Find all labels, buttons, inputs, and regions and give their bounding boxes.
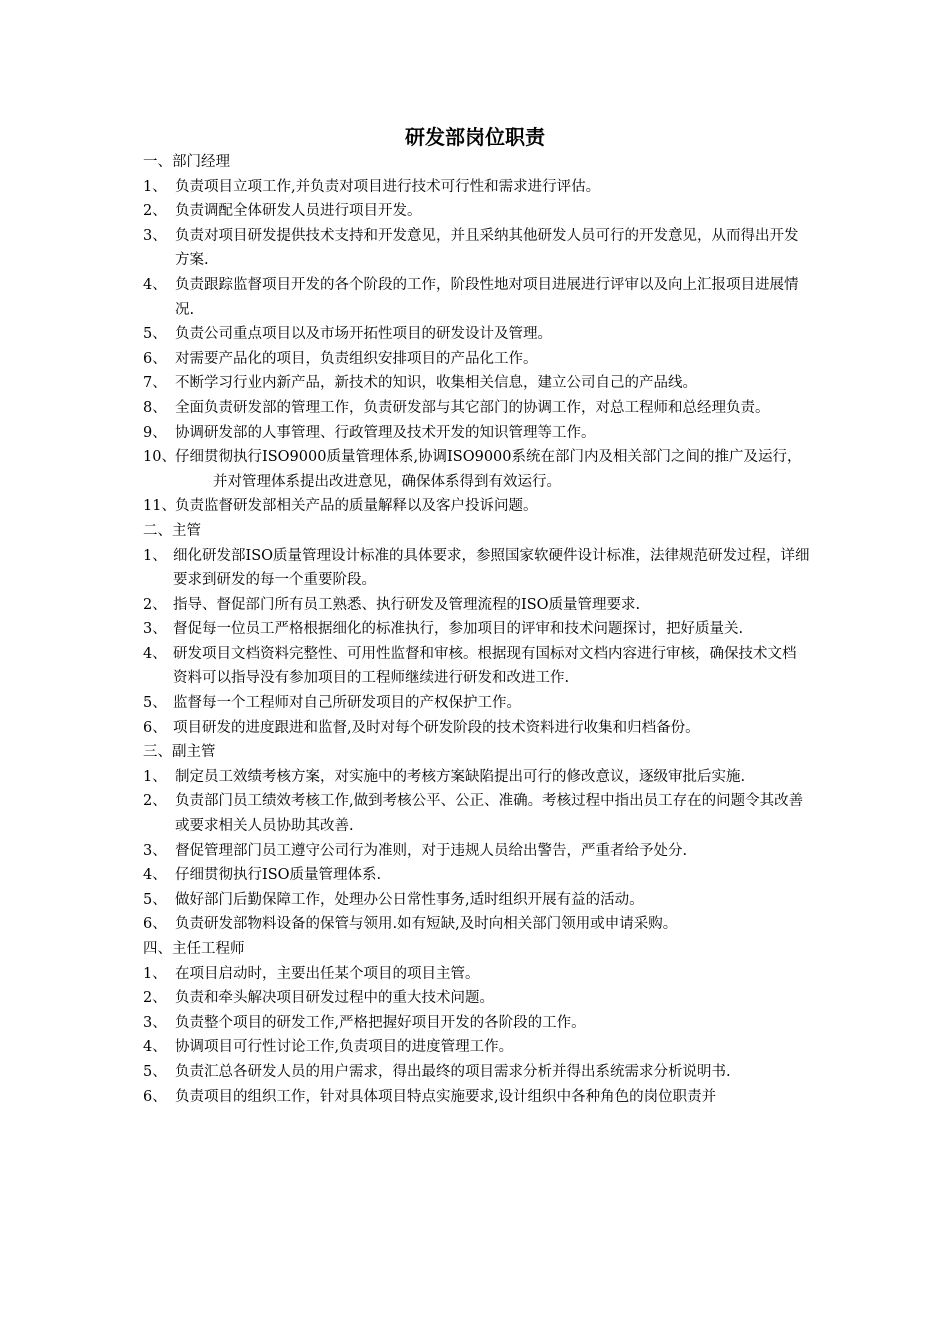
item-number: 5、 [143, 1063, 167, 1080]
section-heading: 四、主任工程师 [143, 941, 245, 957]
item-number: 6、 [143, 350, 167, 367]
item-number: 5、 [143, 695, 167, 712]
item-text: 负责调配全体研发人员进行项目开发。 [175, 203, 422, 220]
item-text: 负责和牵头解决项目研发过程中的重大技术问题。 [175, 990, 494, 1007]
item-text: 研发项目文档资料完整性、可用性监督和审核。根据现有国标对文档内容进行审核，确保技术文档资料可以指导没有参加项目的工程师继续进行研发和改进工作. [173, 645, 797, 687]
item-text: 负责部门员工绩效考核工作,做到考核公平、公正、准确。考核过程中指出员工存在的问题令其改善或要求相关人员协助其改善. [175, 793, 804, 835]
list-item [143, 912, 810, 937]
list-item [143, 888, 810, 913]
item-text: 负责对项目研发提供技术支持和开发意见，并且采纳其他研发人员可行的开发意见，从而得出开发方案. [175, 227, 799, 269]
item-text: 负责公司重点项目以及市场开拓性项目的研发设计及管理。 [175, 326, 552, 343]
item-number: 8、 [143, 399, 167, 416]
list-item [143, 421, 810, 446]
list-item [143, 322, 810, 347]
list-item [143, 347, 810, 372]
item-text: 负责项目的组织工作，针对具体项目特点实施要求,设计组织中各种角色的岗位职责并 [175, 1088, 717, 1105]
item-text: 制定员工效绩考核方案，对实施中的考核方案缺陷提出可行的修改意议，逐级审批后实施. [175, 768, 746, 785]
item-number: 4、 [143, 276, 167, 293]
list-item [143, 863, 810, 888]
list-item [143, 642, 810, 691]
list-item [143, 839, 810, 864]
list-item [143, 765, 810, 790]
item-number: 4、 [143, 645, 167, 662]
list-item [143, 716, 810, 741]
item-text: 项目研发的进度跟进和监督,及时对每个研发阶段的技术资料进行收集和归档备份。 [173, 719, 700, 736]
item-text: 指导、督促部门所有员工熟悉、执行研发及管理流程的ISO质量管理要求. [173, 596, 641, 613]
list-item [143, 962, 810, 987]
list-item [143, 617, 810, 642]
item-text: 负责研发部物料设备的保管与领用.如有短缺,及时向相关部门领用或申请采购。 [175, 916, 678, 933]
item-number: 2、 [143, 990, 167, 1007]
item-number: 2、 [143, 596, 167, 613]
item-number: 5、 [143, 891, 167, 908]
list-item [143, 789, 810, 838]
item-text: 负责汇总各研发人员的用户需求，得出最终的项目需求分析并得出系统需求分析说明书. [175, 1063, 731, 1080]
list-item [143, 199, 810, 224]
list-item [143, 224, 810, 273]
section-heading: 二、主管 [143, 522, 201, 539]
item-number: 11、 [143, 498, 176, 515]
item-number: 6、 [143, 1088, 167, 1105]
item-text: 监督每一个工程师对自己所研发项目的产权保护工作。 [173, 695, 521, 712]
section-heading: 一、部门经理 [143, 154, 230, 170]
item-text: 全面负责研发部的管理工作，负责研发部与其它部门的协调工作，对总工程师和总经理负责。 [175, 399, 770, 416]
list-item [143, 1011, 810, 1036]
item-number: 4、 [143, 1039, 167, 1056]
item-text: 细化研发部ISO质量管理设计标准的具体要求，参照国家软硬件设计标准，法律规范研发过程，详细要求到研发的每一个重要阶段。 [173, 547, 810, 589]
item-number: 2、 [143, 793, 167, 810]
item-number: 6、 [143, 916, 167, 933]
item-text: 督促每一位员工严格根据细化的标准执行，参加项目的评审和技术问题探讨，把好质量关. [173, 621, 744, 638]
list-item [143, 371, 810, 396]
list-item [143, 1060, 810, 1085]
item-text: 对需要产品化的项目，负责组织安排项目的产品化工作。 [175, 350, 538, 367]
item-number: 2、 [143, 203, 167, 220]
item-number: 3、 [143, 621, 167, 638]
item-text: 做好部门后勤保障工作，处理办公日常性事务,适时组织开展有益的活动。 [175, 891, 644, 908]
item-number: 3、 [143, 1014, 167, 1031]
item-number: 10、 [143, 449, 176, 466]
item-text: 协调研发部的人事管理、行政管理及技术开发的知识管理等工作。 [175, 424, 596, 441]
item-number: 3、 [143, 227, 167, 244]
item-text: 在项目启动时，主要出任某个项目的项目主管。 [175, 965, 480, 982]
item-number: 5、 [143, 326, 167, 343]
item-text: 仔细贯彻执行ISO9000质量管理体系,协调ISO9000系统在部门内及相关部门之间的推广及运行，并对管理体系提出改进意见，确保体系得到有效运行。 [175, 449, 802, 490]
page-title: 研发部岗位职责 [405, 125, 545, 149]
list-item [143, 593, 810, 618]
list-item [143, 175, 810, 200]
document-body [143, 150, 810, 1109]
item-text: 负责跟踪监督项目开发的各个阶段的工作，阶段性地对项目进展进行评审以及向上汇报项目进展情况. [175, 276, 799, 318]
item-number: 3、 [143, 842, 167, 859]
list-item [143, 691, 810, 716]
item-text: 仔细贯彻执行ISO质量管理体系. [175, 867, 382, 884]
item-number: 1、 [143, 547, 167, 564]
item-number: 1、 [143, 768, 167, 785]
list-item [143, 445, 810, 494]
item-number: 7、 [143, 375, 167, 392]
item-number: 4、 [143, 867, 167, 884]
item-text: 协调项目可行性讨论工作,负责项目的进度管理工作。 [175, 1039, 514, 1056]
item-number: 9、 [143, 424, 167, 441]
item-number: 6、 [143, 719, 167, 736]
item-number: 1、 [143, 965, 167, 982]
section-heading: 三、副主管 [143, 744, 216, 761]
list-item [143, 1035, 810, 1060]
item-text: 负责项目立项工作,并负责对项目进行技术可行性和需求进行评估。 [175, 178, 601, 195]
list-item [143, 273, 810, 322]
list-item [143, 396, 810, 421]
list-item [143, 494, 810, 519]
list-item [143, 544, 810, 593]
item-number: 1、 [143, 178, 167, 195]
item-text: 负责监督研发部相关产品的质量解释以及客户投诉问题。 [175, 498, 538, 515]
list-item [143, 986, 810, 1011]
list-item [143, 1085, 810, 1110]
item-text: 督促管理部门员工遵守公司行为准则，对于违规人员给出警告，严重者给予处分. [175, 842, 688, 859]
item-text: 不断学习行业内新产品，新技术的知识，收集相关信息，建立公司自己的产品线。 [175, 375, 697, 392]
item-text: 负责整个项目的研发工作,严格把握好项目开发的各阶段的工作。 [175, 1014, 586, 1031]
